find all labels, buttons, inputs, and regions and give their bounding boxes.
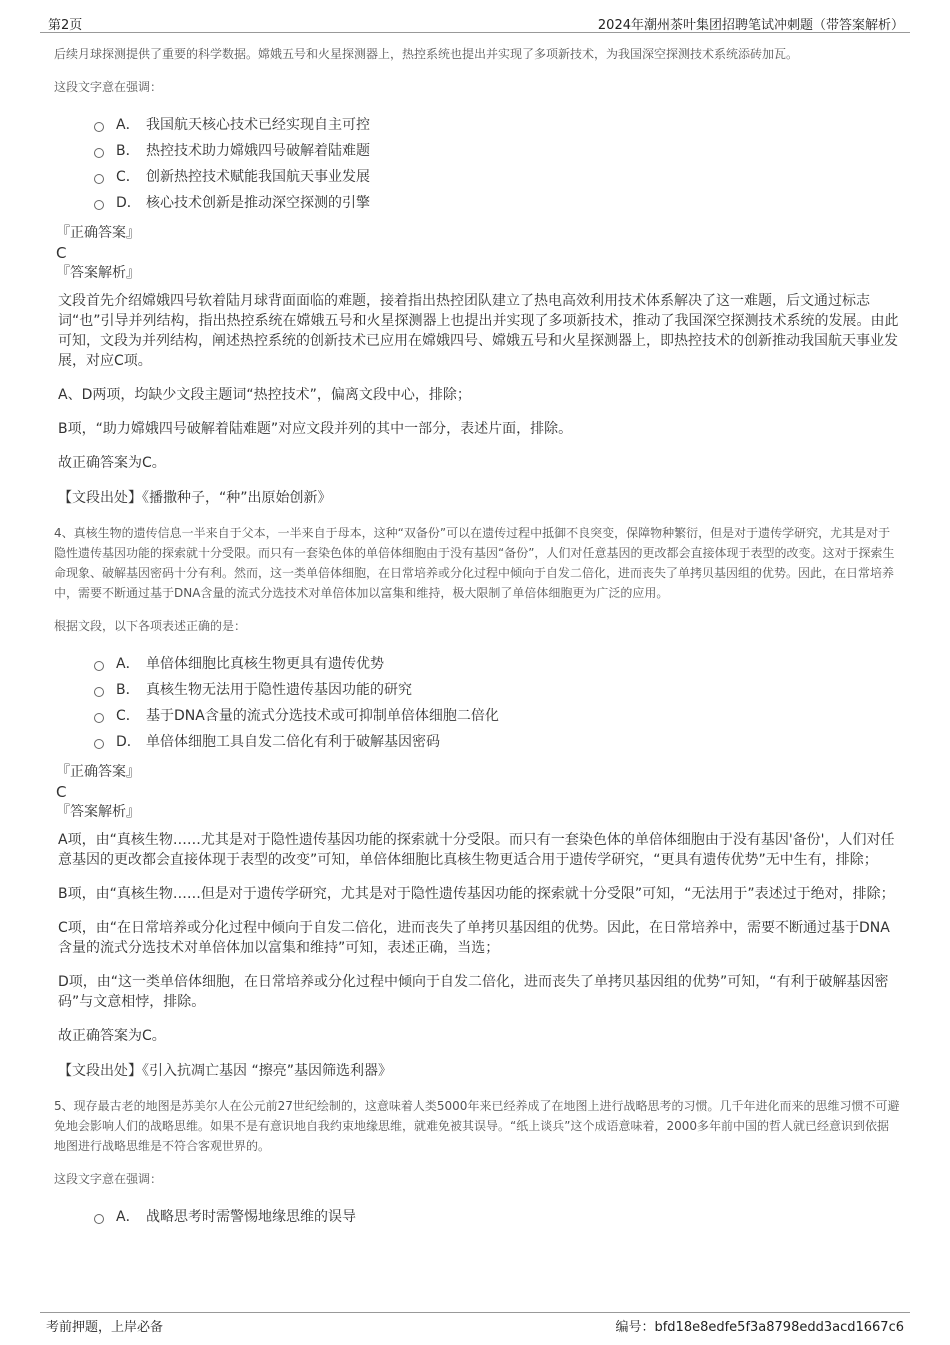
q5-passage: 5、现存最古老的地图是苏美尔人在公元前27世纪绘制的，这意味着人类5000年来已经养成了在地图上进行战略思考的习惯。几千年进化而来的思维习惯不可避免地会影响人们的战略思维。如果不是有意识地自我约束地缘思维，就难免被其误导。“纸上谈兵”这个成语意味着，2000多年前中国的哲人就已经意识到依据地图进行战略思维是不符合客观世界的。 [54,1099,900,1153]
q3-analysis [58,291,900,473]
q4-answer-label: 『正确答案』 [56,764,140,780]
page-footer [40,1312,910,1337]
q4-prompt: 根据文段，以下各项表述正确的是： [54,619,247,633]
q3-option-c[interactable]: C． 创新热控技术赋能我国航天事业发展 [94,163,900,189]
q3-answer: C [56,244,67,262]
radio-icon[interactable] [94,122,104,132]
radio-icon[interactable] [94,1214,104,1224]
analysis-paragraph: 文段首先介绍嫦娥四号软着陆月球背面面临的难题，接着指出热控团队建立了热电高效利用技术体系解决了这一难题，后文通过标志词“也”引导并列结构，指出热控系统在嫦娥五号和火星探测器上也提出并实现了多项新技术，推动了我国深空探测技术系统的发展。由此可知，文段为并列结构，阐述热控系统的创新技术已应用在嫦娥四号、嫦娥五号和火星探测器上，即热控技术的创新推动我国航天事业发展，对应C项。 [58,293,899,369]
q3-passage-tail: 后续月球探测提供了重要的科学数据。嫦娥五号和火星探测器上，热控系统也提出并实现了多项新技术，为我国深空探测技术系统添砖加瓦。 [54,47,799,61]
code-label: 编号： [615,1320,655,1335]
q3-options [94,111,900,215]
analysis-paragraph: D项，由“这一类单倍体细胞，在日常培养或分化过程中倾向于自发二倍化，进而丧失了单拷贝基因组的优势”可知，“有利于破解基因密码”与文意相悖，排除。 [58,974,889,1010]
page-header [40,10,910,33]
q3-answer-label: 『正确答案』 [56,225,140,241]
analysis-paragraph: C项，由“在日常培养或分化过程中倾向于自发二倍化，进而丧失了单拷贝基因组的优势。因此，在日常培养中，需要不断通过基于DNA含量的流式分选技术对单倍体加以富集和维持”可知，表述正确，当选； [58,920,890,956]
q5-prompt: 这段文字意在强调： [54,1172,163,1186]
page-content [54,44,900,1237]
q3-option-d[interactable]: D． 核心技术创新是推动深空探测的引擎 [94,189,900,215]
q3-analysis-label: 『答案解析』 [56,265,140,281]
q4-analysis-label: 『答案解析』 [56,804,140,820]
radio-icon[interactable] [94,713,104,723]
q4-answer: C [56,783,67,801]
q5-options [94,1203,900,1229]
q4-analysis [58,830,900,1046]
q4-option-c[interactable]: C． 基于DNA含量的流式分选技术或可抑制单倍体细胞二倍化 [94,702,900,728]
radio-icon[interactable] [94,200,104,210]
q4-option-b[interactable]: B． 真核生物无法用于隐性遗传基因功能的研究 [94,676,900,702]
footer-slogan: 考前押题，上岸必备 [46,1320,164,1335]
radio-icon[interactable] [94,148,104,158]
q4-option-d[interactable]: D． 单倍体细胞工具自发二倍化有利于破解基因密码 [94,728,900,754]
document-code [615,1316,904,1335]
page-number: 第2页 [48,18,83,33]
q3-option-a[interactable]: A． 我国航天核心技术已经实现自主可控 [94,111,900,137]
radio-icon[interactable] [94,174,104,184]
analysis-paragraph: 故正确答案为C。 [58,455,166,471]
q4-passage: 4、真核生物的遗传信息一半来自于父本，一半来自于母本，这种“双备份”可以在遗传过程中抵御不良突变，保障物种繁衍，但是对于遗传学研究，尤其是对于隐性遗传基因功能的探索就十分受限。而只有一套染色体的单倍体细胞由于没有基因“备份”，人们对任意基因的更改都会直接体现于表型的改变。这对于探索生命现象、破解基因密码十分有利。然而，这一类单倍体细胞，在日常培养或分化过程中倾向于自发二倍化，进而丧失了单拷贝基因组的优势。因此，在日常培养中，需要不断通过基于DNA含量的流式分选技术对单倍体加以富集和维持，极大限制了单倍体细胞更为广泛的应用。 [54,526,895,600]
analysis-paragraph: A、D两项，均缺少文段主题词“热控技术”，偏离文段中心，排除； [58,387,471,403]
q4-source: 【文段出处】《引入抗凋亡基因 “擦亮”基因筛选利器》 [58,1063,392,1079]
q3-source: 【文段出处】《播撒种子，“种”出原始创新》 [58,490,332,506]
q4-options [94,650,900,754]
q3-option-b[interactable]: B． 热控技术助力嫦娥四号破解着陆难题 [94,137,900,163]
analysis-paragraph: 故正确答案为C。 [58,1028,166,1044]
radio-icon[interactable] [94,661,104,671]
analysis-paragraph: B项，“助力嫦娥四号破解着陆难题”对应文段并列的其中一部分，表述片面，排除。 [58,421,573,437]
q4-option-a[interactable]: A． 单倍体细胞比真核生物更具有遗传优势 [94,650,900,676]
q5-option-a[interactable]: A． 战略思考时需警惕地缘思维的误导 [94,1203,900,1229]
q3-prompt: 这段文字意在强调： [54,80,163,94]
analysis-paragraph: A项，由“真核生物……尤其是对于隐性遗传基因功能的探索就十分受限。而只有一套染色体的单倍体细胞由于没有基因'备份'，人们对任意基因的更改都会直接体现于表型的改变”可知，单倍体细胞比真核生物更适合用于遗传学研究，“更具有遗传优势”无中生有，排除； [58,832,895,868]
radio-icon[interactable] [94,739,104,749]
document-title: 2024年潮州茶叶集团招聘笔试冲刺题（带答案解析） [597,18,904,33]
radio-icon[interactable] [94,687,104,697]
analysis-paragraph: B项，由“真核生物……但是对于遗传学研究，尤其是对于隐性遗传基因功能的探索就十分受限”可知，“无法用于”表述过于绝对，排除； [58,886,895,902]
code-value: bfd18e8edfe5f3a8798edd3acd1667c6 [654,1320,904,1335]
